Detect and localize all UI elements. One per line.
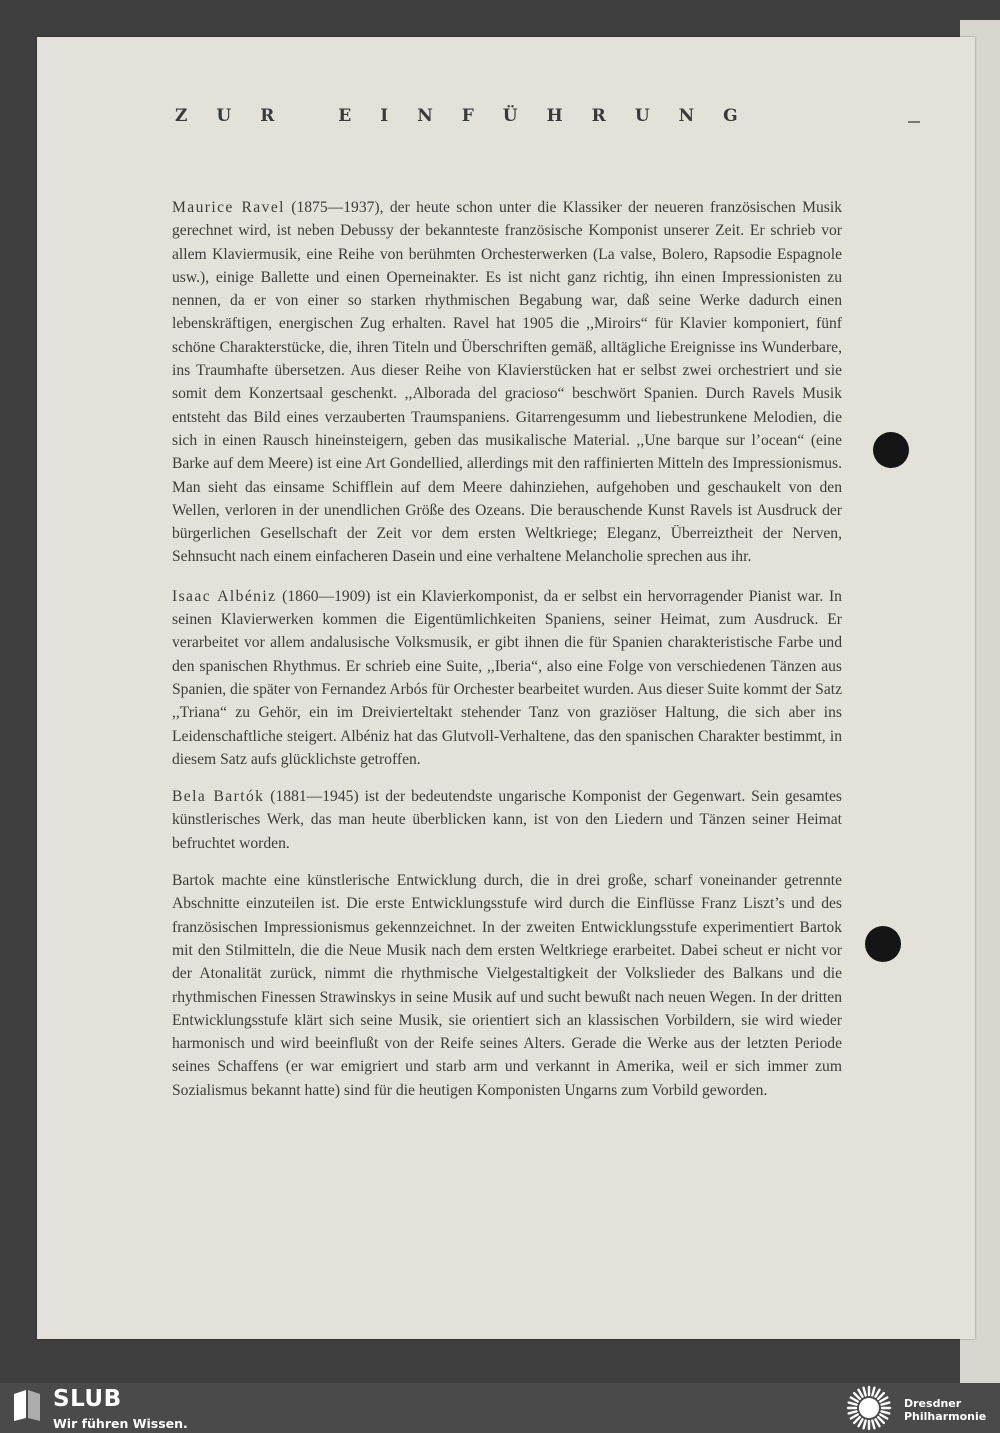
logo-ray xyxy=(859,1390,863,1397)
slub-book-icon[interactable] xyxy=(12,1388,42,1422)
dresdner-philharmonie-text[interactable] xyxy=(904,1397,986,1423)
paragraph-bartok xyxy=(172,785,842,855)
logo-ray xyxy=(851,1415,858,1419)
logo-ray xyxy=(880,1398,887,1402)
composer-name-albeniz: Isaac Albéniz xyxy=(172,587,277,605)
paragraph-bartok-development-text: Bartok machte eine künstlerische Entwicklung durch, die in drei große, scharf voneinander getrennte Abschnitte einzuteilen ist. Die erste Entwicklungsstufe wird durch die Einflüsse Franz Liszt’s und des französischen Impressionismus gekennzeichnet. In der zweiten Entwicklungsstufe experimentiert Bartok mit den Stilmitteln, die die Neue Musik nach dem ersten Weltkriege erarbeitet. Dabei scheut er nicht vor der Atonalität zurück, nimmt die rhythmische Vielgestaltigkeit der Volkslieder des Balkans und die rhythmischen Finessen Strawinskys in seine Musik auf und sucht bewußt nach neuen Wegen. In der dritten Entwicklungsstufe klärt sich seine Musik, sie orientiert sich an klassischen Vorbildern, sie wird wieder harmonisch und wird beeinflußt von der Reife seines Alters. Gerade die Werke aus der letzten Periode seines Schaffens (er war emigriert und starb arm und verkannt in Amerika, weil er sich immer zum Sozialismus bekannt hatte) sind für die heutigen Komponisten Ungarns zum Vorbild geworden. xyxy=(172,872,842,1099)
composer-name-ravel: Maurice Ravel xyxy=(172,199,285,216)
punch-hole-lower xyxy=(865,926,901,962)
dp-line-2: Philharmonie xyxy=(904,1410,987,1423)
logo-ray xyxy=(851,1398,858,1402)
dp-line-1: Dresdner xyxy=(904,1397,962,1410)
logo-ray xyxy=(878,1393,884,1399)
logo-ray xyxy=(849,1411,857,1413)
slub-name[interactable]: SLUB xyxy=(53,1386,122,1412)
logo-ray xyxy=(872,1421,874,1429)
logo-ray xyxy=(882,1403,890,1405)
punch-hole-upper xyxy=(873,432,909,468)
logo-ray xyxy=(872,1388,874,1396)
logo-ray xyxy=(876,1390,880,1397)
article-body xyxy=(172,196,842,1116)
composer-name-bartok: Bela Bartók xyxy=(172,788,265,806)
slub-slogan: Wir führen Wissen. xyxy=(53,1416,188,1431)
logo-ray xyxy=(880,1415,887,1419)
logo-ray xyxy=(849,1403,857,1405)
paragraph-ravel xyxy=(172,196,842,569)
paragraph-albeniz xyxy=(172,585,842,771)
paragraph-ravel-text: (1875—1937), der heute schon unter die Klassiker der neueren französischen Musik gerechnet wird, ist neben Debussy der bekannteste französische Komponist unserer Zeit. Er schrieb vor allem Klaviermusik, eine Reihe von berühmten Orchesterwerken (La valse, Bolero, Rapsodie Espagnole usw.), einige Ballette und einen Operneinakter. Es ist nicht ganz richtig, ihn einen Impressionisten zu nennen, da er von einer so starken rhythmischen Begabung war, daß seine Werke dadurch einen lebenskräftigen, energischen Zug erhalten. Ravel hat 1905 die ,,Miroirs“ für Klavier komponiert, fünf schöne Charakterstücke, die, ihren Titeln und Überschriften gemäß, alltägliche Ereignisse ins Wunderbare, ins Traumhafte übersetzen. Aus dieser Reihe von Klavierstücken hat er selbst zwei orchestriert und sie somit dem Konzertsaal geschenkt. ,,Alborada del gracioso“ beschwört Spanien. Durch Ravels Musik entsteht das Bild eines verzauberten Traumspaniens. Gitarrengesumm und liebestrunkene Melodien, die sich in einen Rausch hineinsteigern, geben das musikalische Material. ,,Une barque sur l’ocean“ (eine Barke auf dem Meere) ist eine Art Gondellied, allerdings mit den raffinierten Mitteln des Impressionismus. Man sieht das einsame Schifflein auf dem Meere dahinziehen, aufgehoben und geschaukelt von den Wellen, verloren in der unendlichen Größe des Ozeans. Die berauschende Kunst Ravels ist Ausdruck der bürgerlichen Gesellschaft der Zeit vor dem ersten Weltkriege; Eleganz, Überreiztheit der Nerven, Sehnsucht nach einem einfacheren Dasein und eine verhaltene Melancholie sprechen aus ihr. xyxy=(172,199,842,566)
paragraph-bartok-text: (1881—1945) ist der bedeutendste ungarische Komponist der Gegenwart. Sein gesamtes künstlerisches Werk, das man heute überblicken kann, ist von den Liedern und Tänzen seiner Heimat befruchtet worden. xyxy=(172,788,842,852)
margin-mark xyxy=(908,121,920,123)
logo-ray xyxy=(859,1419,863,1426)
logo-ray xyxy=(878,1417,884,1423)
logo-ray xyxy=(876,1419,880,1426)
dresdner-philharmonie-logo-icon[interactable] xyxy=(842,1385,896,1431)
paragraph-bartok-development xyxy=(172,869,842,1102)
logo-ray xyxy=(864,1388,866,1396)
paragraph-albeniz-text: (1860—1909) ist ein Klavierkomponist, da er selbst ein hervorragender Pianist war. In seinen Klavierwerken kommen die Eigentümlichkeiten Spaniens, seiner Heimat, zum Ausdruck. Er verarbeitet vor allem andalusische Volksmusik, er gibt ihnen die für Spanien charakteristische Farbe und den spanischen Rhythmus. Er schrieb eine Suite, ,,Iberia“, also eine Folge von verschiedenen Tänzen aus Spanien, die später von Fernandez Arbós für Orchester bearbeitet wurden. Aus dieser Suite kommt der Satz ,,Triana“ zu Gehör, ein im Dreivierteltakt stehender Tanz von graziöser Haltung, die sich aber ins Leidenschaftliche steigert. Albéniz hat das Glutvoll-Verhaltene, das den spanischen Charakter bestimmt, in diesem Satz aufs glücklichste getroffen. xyxy=(172,587,842,768)
logo-ray xyxy=(882,1411,890,1413)
page-heading: ZUR EINFÜHRUNG xyxy=(175,106,767,126)
logo-ray xyxy=(864,1421,866,1429)
logo-ray xyxy=(854,1393,860,1399)
logo-ray xyxy=(854,1417,860,1423)
